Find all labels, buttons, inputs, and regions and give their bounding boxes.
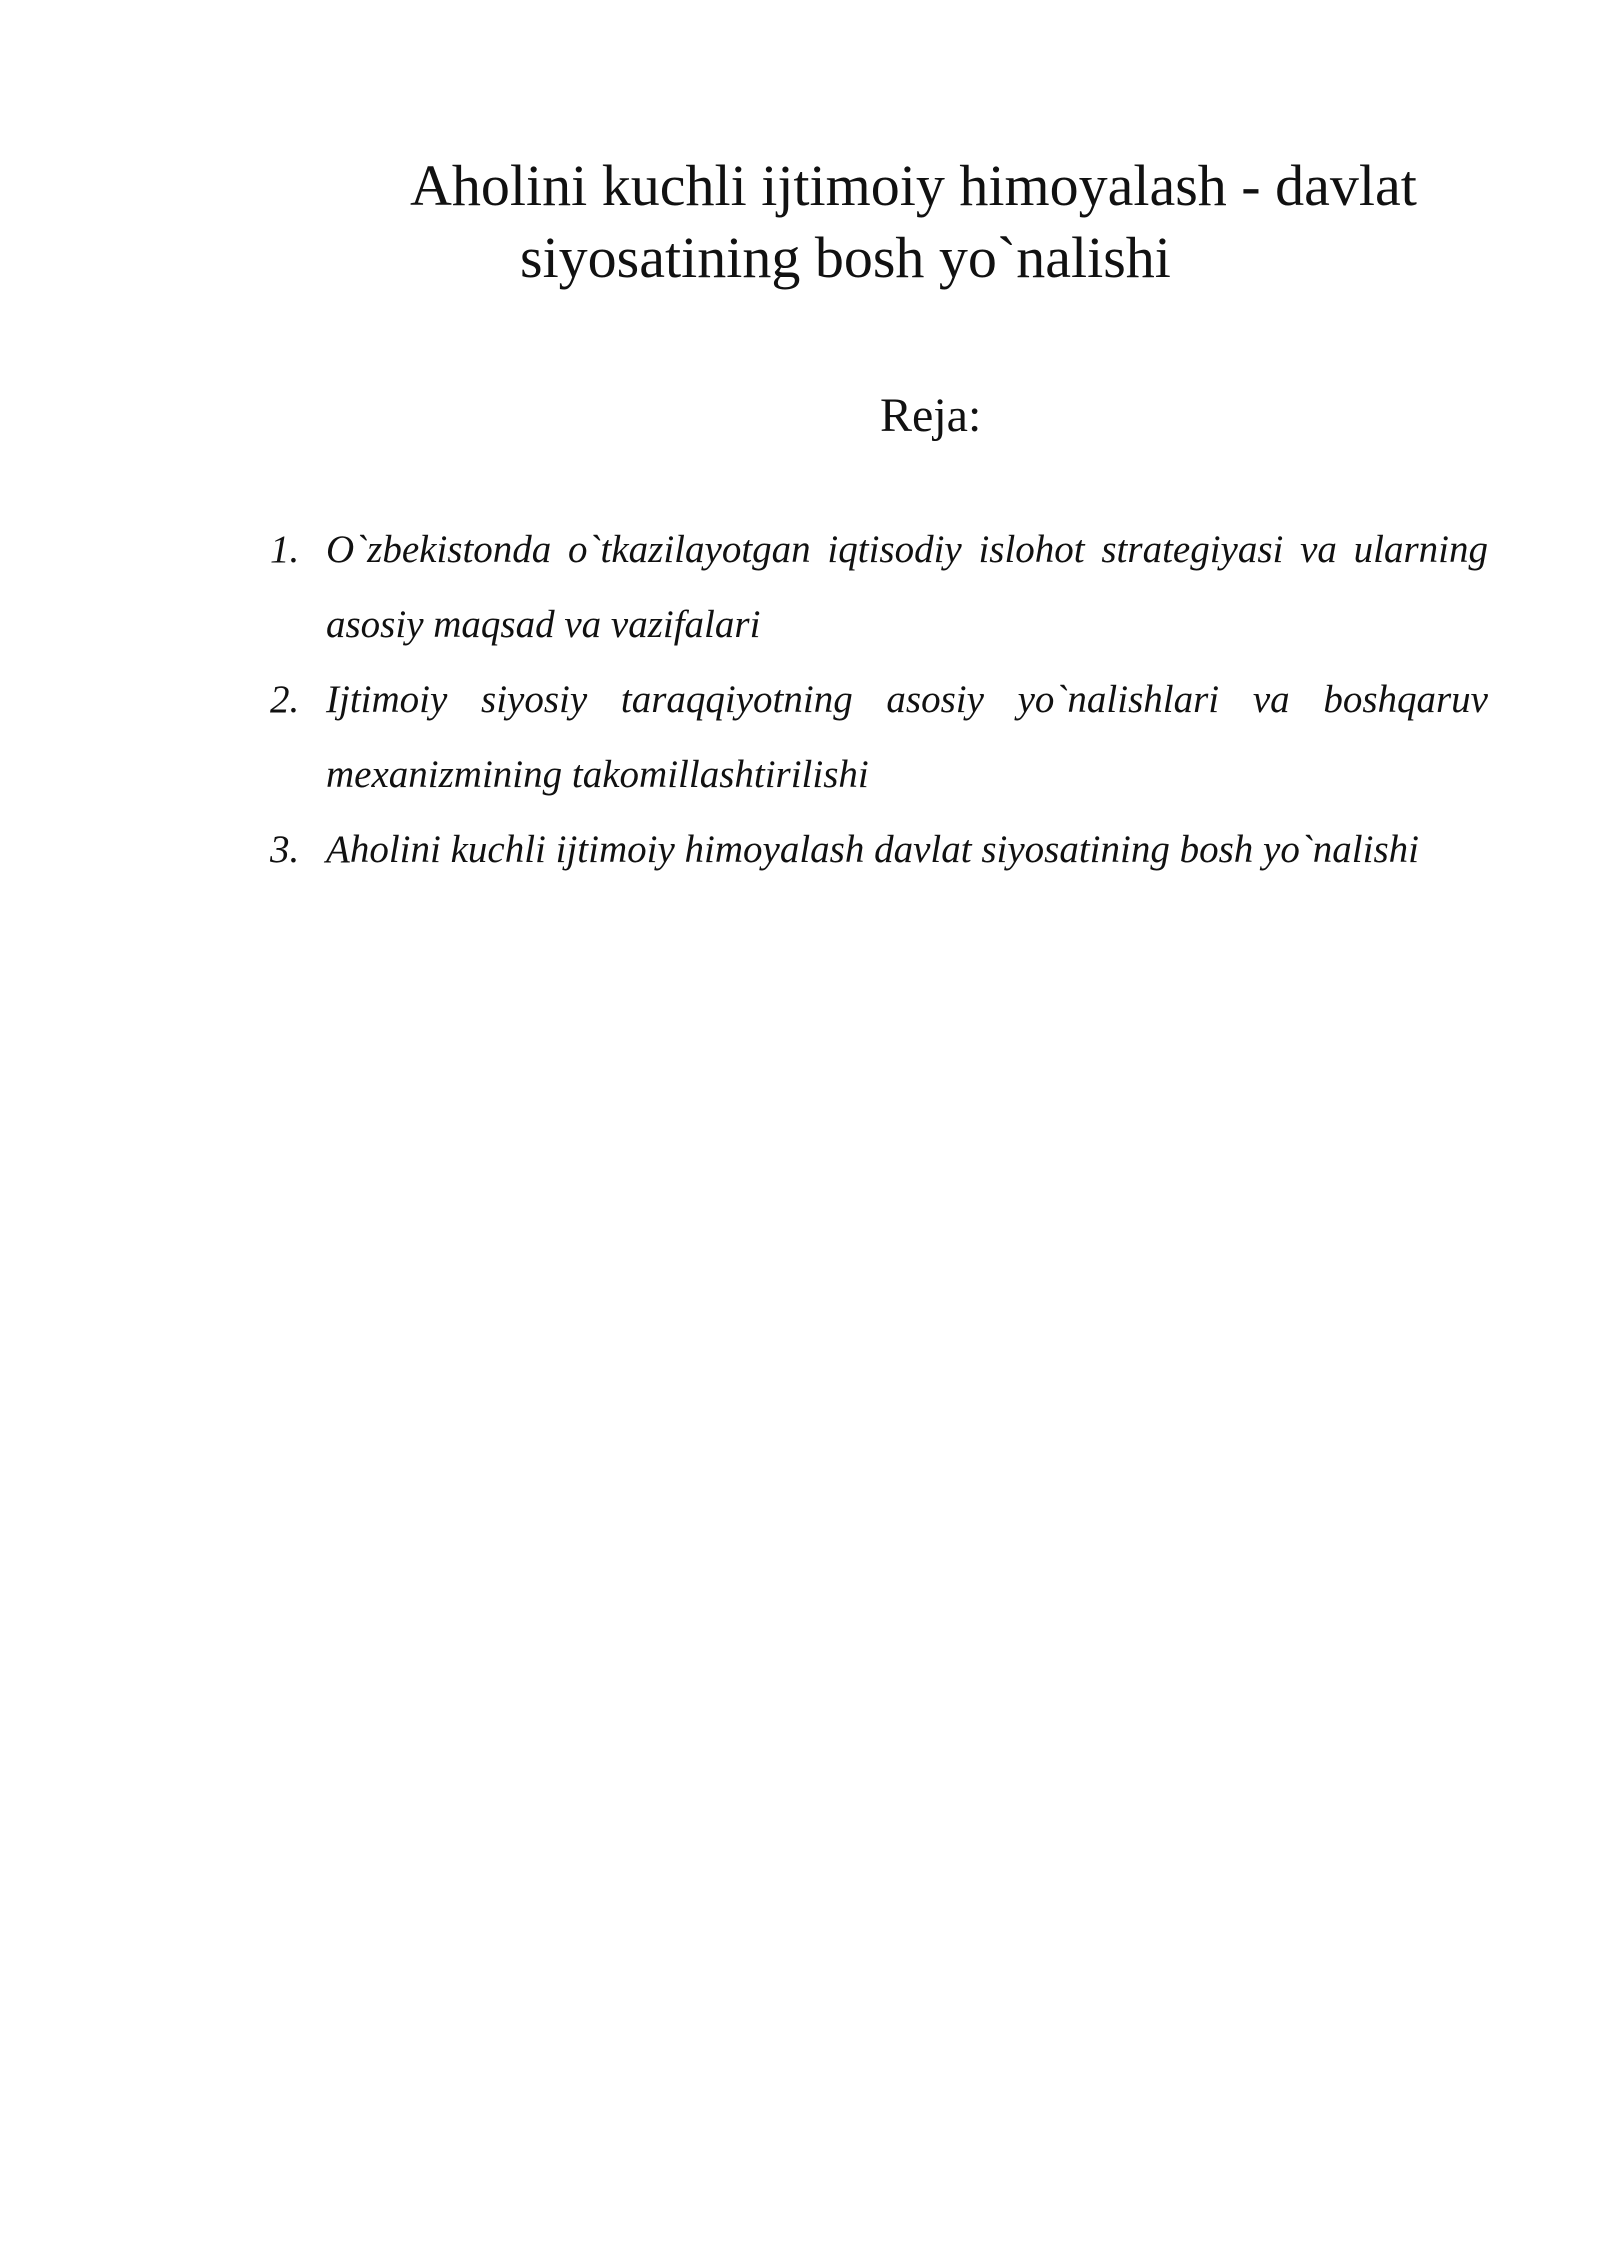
document-title <box>300 150 1500 294</box>
plan-item-2 <box>270 662 1488 812</box>
plan-list <box>270 512 1488 887</box>
plan-item-text: O`zbekistonda o`tkazilayotgan iqtisodiy islohot strategiyasi va ularning asosiy maqsad va vazifalari <box>326 528 1488 646</box>
plan-item-number: 3. <box>270 828 300 871</box>
plan-item-3 <box>270 812 1488 887</box>
plan-item-text: Aholini kuchli ijtimoiy himoyalash davlat siyosatining bosh yo`nalishi <box>326 828 1419 871</box>
plan-item-number: 1. <box>270 528 300 571</box>
plan-heading: Reja: <box>880 389 982 442</box>
plan-item-text: Ijtimoiy siyosiy taraqqiyotning asosiy yo`nalishlari va boshqaruv mexanizmining takomillashtirilishi <box>326 678 1488 796</box>
title-line-2: siyosatining bosh yo`nalishi <box>520 225 1171 290</box>
plan-item-number: 2. <box>270 678 300 721</box>
title-line-1: Aholini kuchli ijtimoiy himoyalash - davlat <box>410 153 1417 218</box>
plan-item-1 <box>270 512 1488 662</box>
